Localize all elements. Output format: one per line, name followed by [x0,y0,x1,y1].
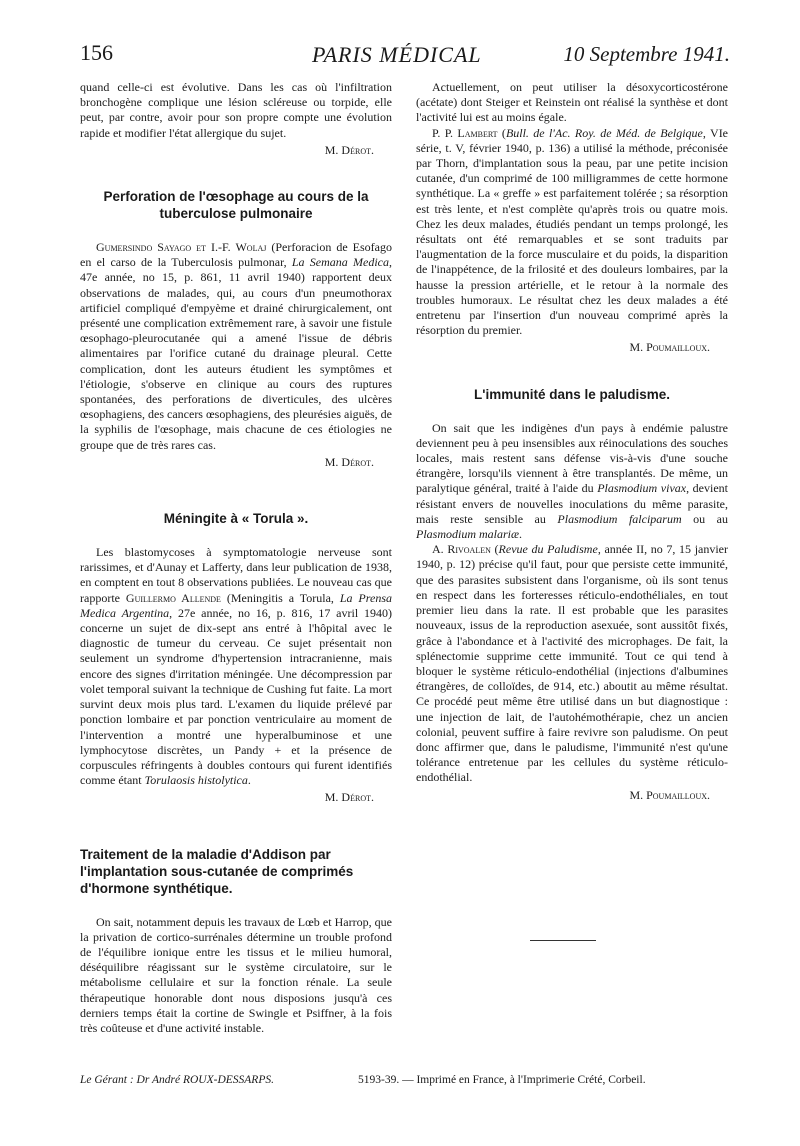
text-run: (Perforacion de Esofago en el carso de la Tuberculosis pulmonar, [80,240,392,270]
text-run: , 27e année, no 16, p. 816, 17 avril 1940) concerne un sujet de dix-sept ans entré à l'hôpital avec le diagnostic de tumeur du cerveau. Ce sujet présentait non seulement un syndrome d'hypertension intracranienne, mais encore des signes d'irritation méningée. Une décompression par volet temporal suivant la technique de Cushing fut faite. La mort survint deux mois plus tard. L'examen du liquide prélevé par ponction lombaire et par ponction ventriculaire au moment de l'intervention a montré une hyperalbuminose et une lymphocytose discrètes, un Pandy + et la présence de corpuscules réfringents à doubles contours qui furent identifiés comme étant [80,605,392,788]
paragraph [416,421,728,543]
text-run: . [247,773,251,788]
species-name: Plasmodium vivax [597,481,687,496]
article-heading: L'immunité dans le paludisme. [473,386,670,402]
issue-date: 10 Septembre 1941. [563,42,730,66]
left-column [80,80,392,1036]
species-name: Plasmodium malariæ [416,527,520,542]
species-name: Torulaosis histolytica [144,773,248,788]
paragraph: Actuellement, on peut utiliser la désoxycorticostérone (acétate) dont Steiger et Reinstein ont réalisé la synthèse et dont l'activité lui est au moins égale. [416,80,728,125]
text-run: ( [497,125,506,140]
text-run: , 47e année, no 15, p. 861, 11 avril 1940) rapportent deux observations de malades, qui, au cours d'un pneumothorax artificiel compliqué d'empyème et drainé chirurgicalement, ont présenté une complication extrêmement rare, à savoir une fistule œsophago-pleurocutanée qui a amené l'issue de débris alimentaires par l'orifice cutané du drainage pleural. Cette complication, dont les auteurs étudient les symptômes et l'étiologie, s'observe en clinique au cours des ruptures spontanées, des perforations de diverticules, des ulcères œsophagiens, des cancers œsophagiens, des pleurésies aiguës, de la syphilis de l'œsophage, mais chacune de ces étiologies ne groupe que de très rares cas. [80,255,392,452]
author-name: P. P. Lambert [432,125,498,140]
species-name: Plasmodium falciparum [557,511,682,526]
signature: M. Dérot. [324,454,374,469]
text-run: (Meningitis a Torula, [220,590,340,605]
page-number: 156 [80,40,113,65]
journal-name: Revue du Paludisme [498,542,598,557]
text-run: , année II, no 7, 15 janvier 1940, p. 12) précise qu'il faut, pour que persiste cette immunité, que des parasites subsistent dans l'organisme, où ils sont tenus en respect dans les forteresses réticulo-endothéliales, en tout premier lieu dans la rate. Il est probable que les parasites nouveaux, issus de la reproduction asexuée, sont aussitôt fixés, grâce à l'abondance et à l'activité des microphages. De fait, la splénectomie supprime cette immunité. Tout ce qui tend à bloquer le système réticulo-endothélial (injections d'albumines étrangères, de colloïdes, de 914, etc.) aboutit au même résultat. Ce procédé peut même être utilisé dans un but diagnostique : une injection de lait, de l'autohémothérapie, chez un ancien colonial, peuvent suffire à faire revivre son paludisme. On peut donc affirmer que, dans le paludisme, l'immunité n'est qu'une tolérance entretenue par les cellules du système réticulo-endothélial. [416,542,729,785]
text-run: ou au [681,511,729,526]
publisher-line: Le Gérant : Dr André ROUX-DESSARPS. [80,1074,274,1086]
article-heading: Perforation de l'œsophage au cours de la tuberculose pulmonaire [103,189,369,222]
journal-title: PARIS MÉDICAL [312,42,482,67]
article-heading: Méningite à « Torula ». [163,511,309,527]
author-name: Guillermo Allende [125,590,221,605]
paragraph [80,545,392,788]
journal-name: La Prensa Medica Argentina [80,590,392,620]
right-column [416,80,728,803]
text-run: , VIe série, t. V, février 1940, p. 136) a utilisé la méthode, préconisée par Thorn, d'implantation sous la peau, par une petite incision cutanée, d'un comprimé de 100 milligrammes de cette hormone synthétique. La « greffe » est parfaitement tolérée ; sa résorption est très lente, et n'est complète qu'après trois ou quatre mois. Chez les deux malades, étudiés pendant un temps prolongé, les résultats ont été remarquables et se sont traduits par l'augmentation de la force musculaire et du poids, la disparition de l'inappétence, de la frilosité et des douleurs lombaires, par la hausse la pression artérielle, et le retour à la normale des troubles humoraux. Le résultat chez les deux malades a été entretenu par l'insertion d'un nouveau comprimé après la résorption du premier. [416,125,729,338]
article-heading: Traitement de la maladie d'Addison par l'implantation sous-cutanée de comprimés d'hormone synthétique. [80,846,354,896]
page-header [80,38,730,74]
imprint-line: 5193-39. — Imprimé en France, à l'Imprimerie Crété, Corbeil. [358,1074,646,1086]
signature: M. Poumailloux. [629,340,710,355]
text-run: Les blastomycoses à symptomatologie nerveuse sont rarissimes, et d'Aunay et Lafferty, dans leur publication de 1938, en comptent en tout 8 observations publiées. Le nouveau cas que rapporte [80,545,392,605]
text-run: ( [490,542,499,557]
signature: M. Dérot. [324,790,374,805]
signature: M. Poumailloux. [629,787,710,802]
paragraph [80,240,392,453]
author-name: A. Rivoalen [432,542,491,557]
signature: M. Dérot. [324,142,374,157]
journal-name: Bull. de l'Ac. Roy. de Méd. de Belgique [505,125,703,140]
text-run: On sait que les indigènes d'un pays à endémie palustre deviennent peu à peu insensibles aux réinoculations des souches locales, mais restent sans défense vis-à-vis d'une souche étrangère, lorsqu'ils viennent à être transplantés. De même, un paralytique général, traité à l'aide du [416,420,728,496]
journal-name: La Semana Medica [291,255,389,270]
paragraph: quand celle-ci est évolutive. Dans les cas où l'infiltration bronchogène complique une lésion scléreuse ou torpide, elle peut, par contre, avoir pour son propre compte une évolution rapide et modifier l'état allergique du sujet. [80,80,392,140]
text-run: , devient résistant envers de nouvelles inoculations du même parasite, mais reste sensible au [416,481,728,526]
paragraph: On sait, notamment depuis les travaux de Lœb et Harrop, que la privation de cortico-surrénales détermine un trouble profond de l'équilibre ionique entre les tissus et le milieu humoral, déséquilibre réagissant sur le système circulatoire, sur le métabolisme cellulaire et sur la fonction rénale. La seule thérapeutique honorable dont nous disposions jusqu'à ces derniers temps était la cortine de Swingle et Psiffner, à la fois très coûteuse et d'une activité instable. [80,914,392,1035]
paragraph [416,542,728,785]
paragraph [416,126,728,339]
author-name: Gumersindo Sayago et I.-F. Wolaj [96,240,267,255]
section-divider [530,940,596,941]
text-run: . [519,527,523,542]
